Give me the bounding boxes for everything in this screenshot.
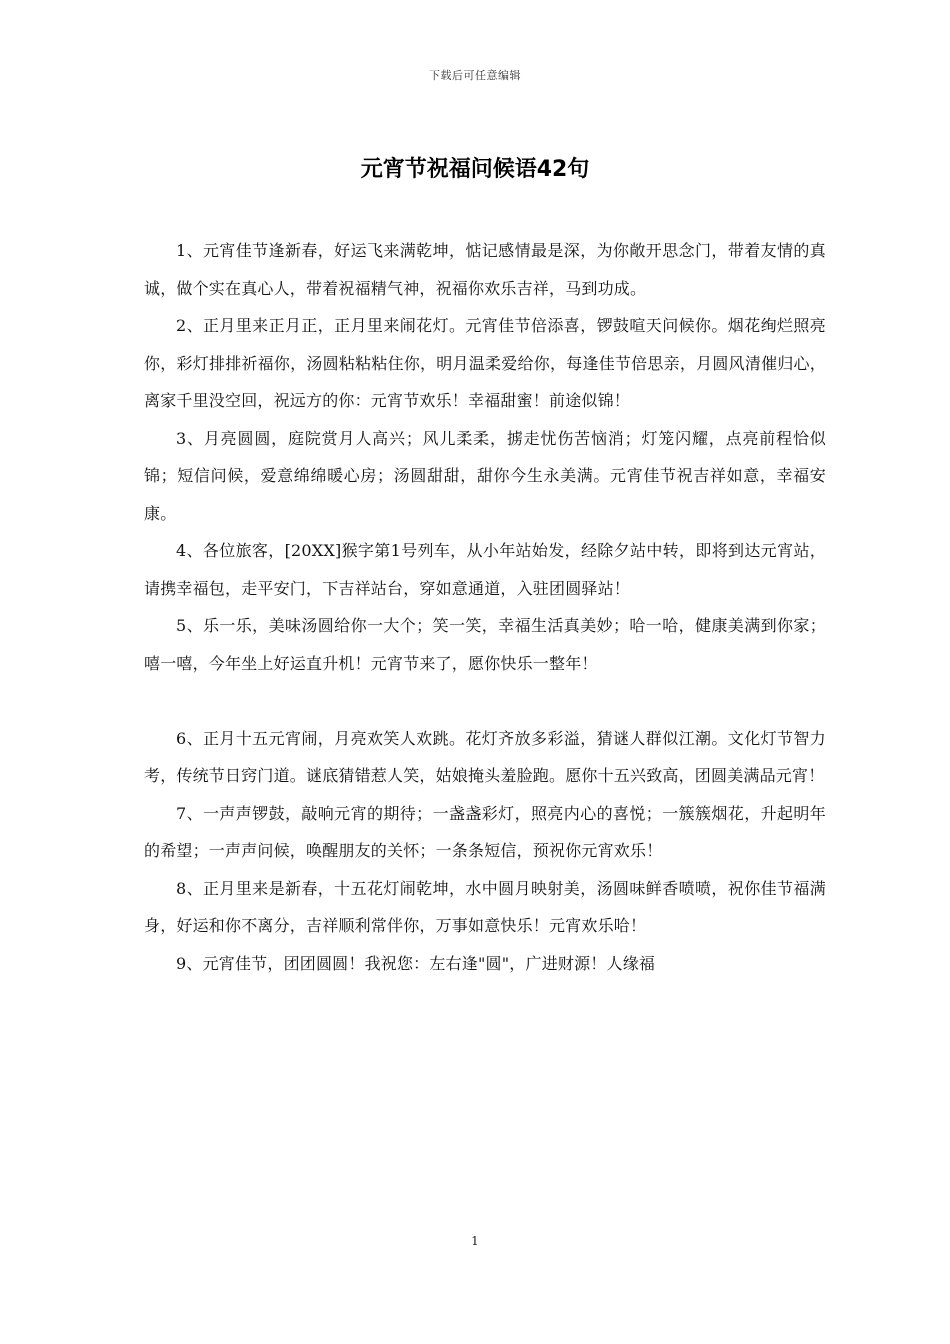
paragraph-6: 6、正月十五元宵闹，月亮欢笑人欢跳。花灯齐放多彩溢，猜谜人群似江潮。文化灯节智力考，传统节日窍门道。谜底猜错惹人笑，姑娘掩头羞脸跑。愿你十五兴致高，团圆美满品元宵！ bbox=[144, 728, 826, 785]
paragraph-3: 3、月亮圆圆，庭院赏月人高兴；风儿柔柔，掳走忧伤苦恼消；灯笼闪耀，点亮前程恰似锦；短信问候，爱意绵绵暖心房；汤圆甜甜，甜你今生永美满。元宵佳节祝吉祥如意，幸福安康。 bbox=[144, 428, 826, 523]
paragraph-8: 8、正月里来是新春，十五花灯闹乾坤，水中圆月映射美，汤圆味鲜香喷喷，祝你佳节福满身，好运和你不离分，吉祥顺利常伴你，万事如意快乐！元宵欢乐哈！ bbox=[144, 878, 826, 935]
page-title: 元宵节祝福问候语42句 bbox=[360, 157, 590, 182]
paragraph-9: 9、元宵佳节，团团圆圆！我祝您：左右逢"圆"，广进财源！人缘福 bbox=[176, 953, 656, 973]
header-note: 下载后可任意编辑 bbox=[429, 69, 521, 82]
paragraph-4: 4、各位旅客，[20XX]猴字第1号列车，从小年站始发，经除夕站中转，即将到达元宵站，请携幸福包，走平安门，下吉祥站台，穿如意通道，入驻团圆驿站！ bbox=[144, 541, 826, 598]
paragraph-5: 5、乐一乐，美味汤圆给你一大个；笑一笑，幸福生活真美妙；哈一哈，健康美满到你家；嘻一嘻，今年坐上好运直升机！元宵节来了，愿你快乐一整年！ bbox=[144, 616, 826, 673]
paragraph-1: 1、元宵佳节逢新春，好运飞来满乾坤，惦记感情最是深，为你敞开思念门，带着友情的真诚，做个实在真心人，带着祝福精气神，祝福你欢乐吉祥，马到功成。 bbox=[144, 241, 826, 298]
body-text bbox=[144, 232, 826, 982]
blank-line bbox=[144, 682, 826, 720]
paragraph-2: 2、正月里来正月正，正月里来闹花灯。元宵佳节倍添喜，锣鼓喧天问候你。烟花绚烂照亮你，彩灯排排祈福你，汤圆粘粘粘住你，明月温柔爱给你，每逢佳节倍思亲，月圆风清催归心，离家千里没空回，祝远方的你：元宵节欢乐！幸福甜蜜！前途似锦！ bbox=[144, 316, 826, 410]
page-number: 1 bbox=[471, 1234, 479, 1248]
paragraph-7: 7、一声声锣鼓，敲响元宵的期待；一盏盏彩灯，照亮内心的喜悦；一簇簇烟花，升起明年的希望；一声声问候，唤醒朋友的关怀；一条条短信，预祝你元宵欢乐！ bbox=[144, 803, 826, 860]
